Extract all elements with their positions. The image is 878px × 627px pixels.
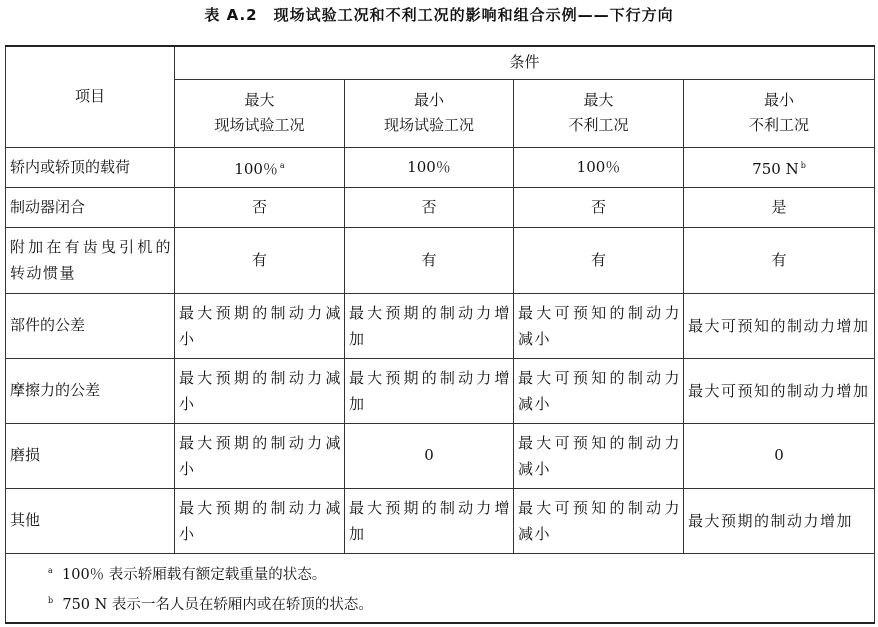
table-cell: 否	[514, 187, 684, 227]
row-label: 附加在有齿曳引机的转动惯量	[6, 227, 175, 293]
table-cell: 0	[684, 423, 875, 488]
footnote-mark-b: b	[800, 160, 806, 170]
table-cell: 100％	[345, 147, 514, 187]
table-cell: 否	[345, 187, 514, 227]
table-row	[6, 187, 875, 227]
notes-cell	[6, 553, 875, 623]
table-title: 表 A.2 现场试验工况和不利工况的影响和组合示例——下行方向	[204, 6, 674, 24]
table-cell: 最大预期的制动力增加	[345, 358, 514, 423]
header-row-1	[6, 46, 875, 79]
col-header-min-field-test: 最小 现场试验工况	[345, 79, 514, 147]
col-header-max-field-test: 最大 现场试验工况	[175, 79, 345, 147]
table-cell: 最大预期的制动力减小	[175, 358, 345, 423]
table-cell: 最大预期的制动力减小	[175, 293, 345, 358]
col-header-max-adverse: 最大 不利工况	[514, 79, 684, 147]
table-cell: 100％	[514, 147, 684, 187]
table-cell: 最大预期的制动力增加	[345, 293, 514, 358]
table-cell: 最大可预知的制动力减小	[514, 293, 684, 358]
table-row	[6, 293, 875, 358]
table-cell: 750 N $^b$	[684, 147, 875, 187]
table-row	[6, 423, 875, 488]
row-label: 轿内或轿顶的载荷	[6, 147, 175, 187]
table-cell: 最大可预知的制动力减小	[514, 488, 684, 553]
table-cell: 否	[175, 187, 345, 227]
row-label: 摩擦力的公差	[6, 358, 175, 423]
notes-row	[6, 553, 875, 623]
footnote-mark-a: a	[279, 160, 285, 170]
item-header: 项目	[6, 46, 175, 147]
table-cell: 最大预期的制动力增加	[684, 488, 875, 553]
table-cell: 有	[684, 227, 875, 293]
row-label: 其他	[6, 488, 175, 553]
note-a: $^a$ 100％ 表示轿厢载有额定载重量的状态。	[48, 565, 327, 583]
table-row	[6, 358, 875, 423]
note-b: $^b$ 750 N 表示一名人员在轿厢内或在轿顶的状态。	[48, 595, 373, 613]
condition-header: 条件	[175, 46, 875, 79]
table-cell: 0	[345, 423, 514, 488]
table-cell: 有	[175, 227, 345, 293]
col-header-min-adverse: 最小 不利工况	[684, 79, 875, 147]
row-label: 部件的公差	[6, 293, 175, 358]
table-row	[6, 227, 875, 293]
table-cell: 最大可预知的制动力增加	[684, 358, 875, 423]
table-cell: 最大可预知的制动力减小	[514, 423, 684, 488]
table-cell: 100％ $^a$	[175, 147, 345, 187]
table-cell: 是	[684, 187, 875, 227]
table-cell: 有	[345, 227, 514, 293]
row-label: 磨损	[6, 423, 175, 488]
table-cell: 有	[514, 227, 684, 293]
table-row	[6, 488, 875, 553]
table-cell: 最大预期的制动力增加	[345, 488, 514, 553]
row-label: 制动器闭合	[6, 187, 175, 227]
table-cell: 最大预期的制动力减小	[175, 488, 345, 553]
table-cell: 最大可预知的制动力减小	[514, 358, 684, 423]
table-row	[6, 147, 875, 187]
table-cell: 最大可预知的制动力增加	[684, 293, 875, 358]
table-cell: 最大预期的制动力减小	[175, 423, 345, 488]
conditions-table	[5, 45, 875, 624]
